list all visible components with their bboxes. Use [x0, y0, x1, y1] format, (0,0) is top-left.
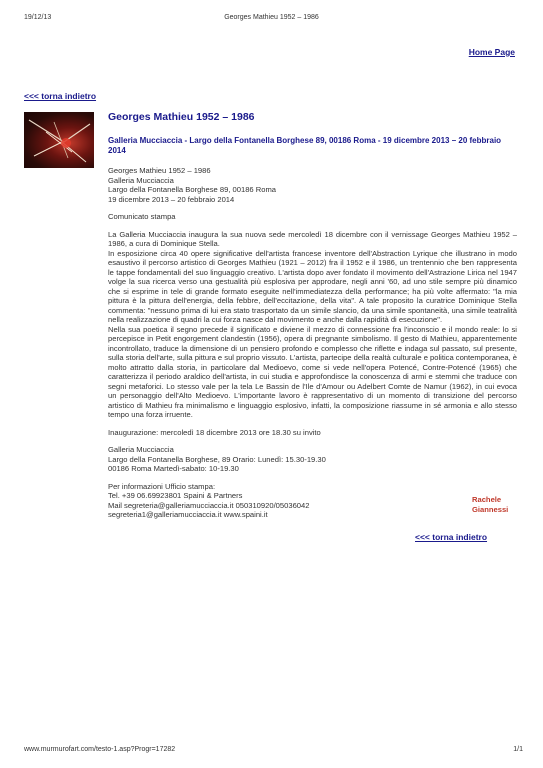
- print-date: 19/12/13: [24, 14, 52, 21]
- paragraph: La Galleria Mucciaccia inaugura la sua nuova sede mercoledì 18 dicembre con il vernissage Georges Mathieu 1952 – 1986, a cura di Dominique Stella.: [108, 229, 517, 248]
- info-line: Georges Mathieu 1952 – 1986: [108, 166, 211, 175]
- paragraph: Nella sua poetica il segno precede il significato e diviene il mezzo di connessione fra l'inconscio e il mondo reale: lo si percepisce in Petit engorgement clandestin (1956), opera di pregnante simbolismo. Il gesto di Mathieu, apparentemente incontrollato, traduce la dimensione di un pensiero profondo e complesso che riflette e indaga sul passato, sul presente, sulla storia dell'arte, sulla pittura e sul proprio vissuto. L'artista, partecipe della realtà culturale e politica contemporanea, è molto attratto dalla storia, in particolare dal Medioevo, come si vede nell'opera Potencé, Contre-Potencé (1965) che caratterizza il periodo araldico dell'artista, in cui studia e approfondisce la conoscenza di armi e stemmi che traduce con segni metaforici. Lo stesso vale per la tela Le Bassin de l'Ile d'Amour ou Adelbert Comte de Namur (1962), in cui evoca un personaggio dell'Alto Medioevo. L'importante lavoro è rappresentativo di un momento di transizione del percorso artistico di Mathieu fra minimalismo e linguaggio esplosivo, infatti, la composizione riassume in sé armonia e allo stesso tempo una forza irruente.: [108, 324, 517, 419]
- article: [108, 111, 517, 528]
- contact-line: segreteria1@galleriamucciaccia.it www.spaini.it: [108, 510, 268, 519]
- author-name: [472, 495, 508, 514]
- paragraph: In esposizione circa 40 opere significative dell'artista francese inventore dell'Abstraction Lyrique che illustrano in modo esaustivo il percorso artistico di Georges Mathieu (1921 – 2012) fra il 1952 e il 1986, un trentennio che ben rappresenta le tappe fondamentali del suo linguaggio creativo. L'artista dopo aver fondato il movimento dell'Astrazione Lirica nel 1947 volge la sua ricerca verso una gestualità più esplosiva per approdare, negli anni '60, ad uno stile sempre più dinamico che si esprime in tele di grande formato eseguite nell'immediatezza della performance; ha più volte affermato: "la mia pittura è la pittura dell'energia, della febbre, dell'eccitazione, della vita". A tale proposito la curatrice Dominique Stella commenta: "nessuno prima di lui era stato trasportato da un simile slancio, da una simile spontaneità, una simile teatralità nella realizzazione di quadri la cui forza nasce dal movimento e anche dalla rapidità di esecuzione".: [108, 248, 517, 324]
- press-label: Comunicato stampa: [108, 212, 176, 221]
- info-line: Galleria Mucciaccia: [108, 175, 174, 185]
- venue-line: Galleria Mucciaccia: [108, 445, 174, 454]
- author-last-name: Giannessi: [472, 504, 509, 514]
- back-link-top[interactable]: <<< torna indietro: [24, 91, 97, 101]
- contact-line: Tel. +39 06.69923801 Spaini & Partners: [108, 491, 243, 500]
- venue-line: Largo della Fontanella Borghese, 89 Orario: Lunedì: 15.30-19.30: [108, 454, 326, 464]
- article-title: Georges Mathieu 1952 – 1986: [108, 111, 255, 123]
- page-url: www.murmurofart.com/testo-1.asp?Progr=17282: [24, 746, 176, 753]
- back-link-bottom[interactable]: <<< torna indietro: [415, 532, 488, 542]
- press-contact-block: [108, 482, 517, 520]
- page-number: 1/1: [513, 746, 523, 753]
- venue-line: 00186 Roma Martedì-sabato: 10-19.30: [108, 464, 239, 473]
- inauguration-note: Inaugurazione: mercoledì 18 dicembre 2013 ore 18.30 su invito: [108, 427, 321, 437]
- info-block: [108, 166, 517, 204]
- info-line: Largo della Fontanella Borghese 89, 00186 Roma: [108, 185, 277, 194]
- press-release-body: [108, 230, 517, 420]
- home-page-link[interactable]: Home Page: [468, 47, 515, 57]
- artwork-thumbnail[interactable]: [24, 112, 94, 168]
- info-line: 19 dicembre 2013 – 20 febbraio 2014: [108, 194, 235, 204]
- author-first-name: Rachele: [472, 495, 502, 504]
- print-title: Georges Mathieu 1952 – 1986: [224, 14, 319, 21]
- artwork-strokes: [24, 112, 94, 168]
- contact-line: Per informazioni Ufficio stampa:: [108, 481, 216, 491]
- contact-line: Mail segreteria@galleriamucciaccia.it 050310920/05036042: [108, 500, 310, 510]
- article-subtitle: Galleria Mucciaccia - Largo della Fontanella Borghese 89, 00186 Roma - 19 dicembre 2013 – 20 febbraio 2014: [108, 136, 502, 155]
- venue-block: [108, 445, 517, 474]
